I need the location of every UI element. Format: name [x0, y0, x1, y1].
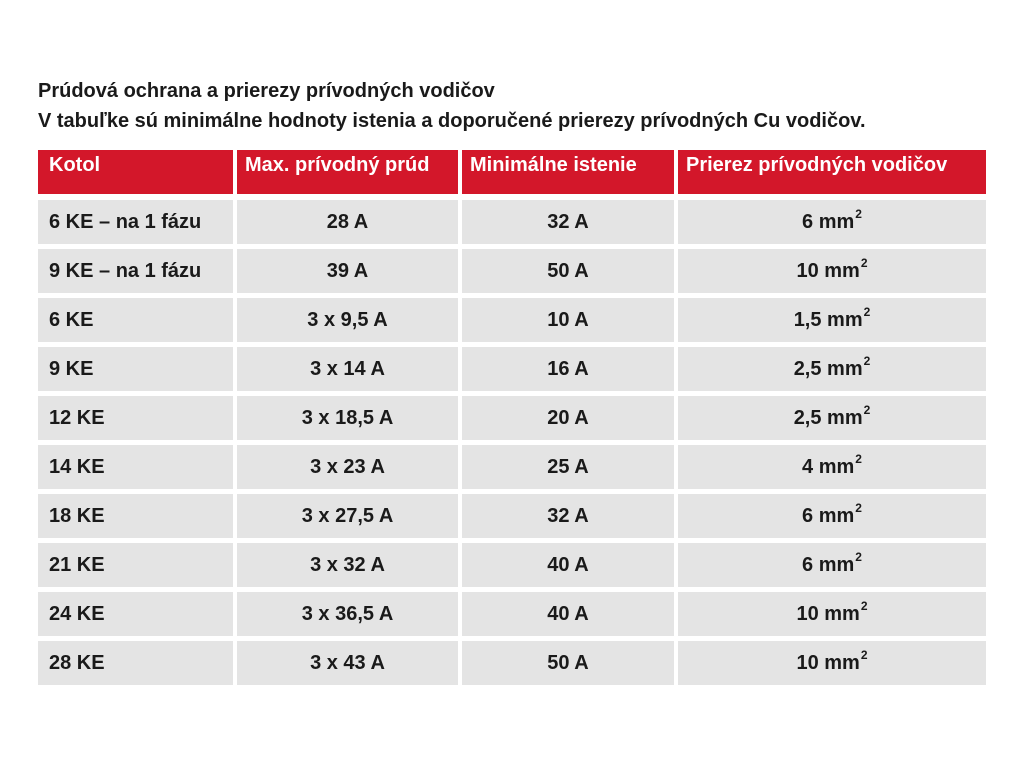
- cell-istenie: 20 A: [462, 396, 674, 440]
- prierez-value: 2,5 mm: [793, 357, 863, 380]
- cell-istenie: 32 A: [462, 200, 674, 244]
- unit-superscript: 2: [860, 648, 868, 662]
- prierez-value: 10 mm: [796, 259, 860, 282]
- cell-istenie: 32 A: [462, 494, 674, 538]
- prierez-value: 6 mm: [802, 553, 855, 576]
- cell-kotol: 9 KE: [38, 347, 233, 391]
- cell-max-prud: 39 A: [237, 249, 458, 293]
- cell-max-prud: 3 x 27,5 A: [237, 494, 458, 538]
- cell-istenie: 40 A: [462, 543, 674, 587]
- cell-prierez: [678, 298, 986, 342]
- cell-kotol: 12 KE: [38, 396, 233, 440]
- cell-max-prud: 3 x 32 A: [237, 543, 458, 587]
- header-cell-max-prud: Max. prívodný prúd: [237, 150, 458, 194]
- cell-max-prud: 3 x 36,5 A: [237, 592, 458, 636]
- prierez-value: 2,5 mm: [793, 406, 863, 429]
- cell-istenie: 25 A: [462, 445, 674, 489]
- cell-prierez: [678, 200, 986, 244]
- cell-max-prud: 3 x 9,5 A: [237, 298, 458, 342]
- cell-prierez: [678, 445, 986, 489]
- unit-superscript: 2: [855, 501, 862, 515]
- cell-prierez: [678, 641, 986, 685]
- unit-superscript: 2: [863, 403, 871, 417]
- cell-istenie: 40 A: [462, 592, 674, 636]
- unit-superscript: 2: [860, 256, 868, 270]
- cell-max-prud: 3 x 18,5 A: [237, 396, 458, 440]
- unit-superscript: 2: [855, 550, 862, 564]
- current-protection-table: [38, 150, 986, 690]
- cell-prierez: [678, 249, 986, 293]
- prierez-value: 10 mm: [796, 651, 860, 674]
- unit-superscript: 2: [863, 354, 871, 368]
- cell-istenie: 10 A: [462, 298, 674, 342]
- cell-max-prud: 3 x 23 A: [237, 445, 458, 489]
- prierez-value: 6 mm: [802, 504, 855, 527]
- cell-prierez: [678, 494, 986, 538]
- cell-istenie: 50 A: [462, 641, 674, 685]
- cell-prierez: [678, 347, 986, 391]
- cell-istenie: 50 A: [462, 249, 674, 293]
- prierez-value: 10 mm: [796, 602, 860, 625]
- cell-prierez: [678, 396, 986, 440]
- cell-kotol: 28 KE: [38, 641, 233, 685]
- header-cell-prierez: Prierez prívodných vodičov: [678, 150, 986, 194]
- header-cell-istenie: Minimálne istenie: [462, 150, 674, 194]
- header-cell-kotol: Kotol: [38, 150, 233, 194]
- cell-kotol: 14 KE: [38, 445, 233, 489]
- prierez-value: 4 mm: [802, 455, 855, 478]
- cell-prierez: [678, 592, 986, 636]
- cell-max-prud: 28 A: [237, 200, 458, 244]
- page-subtitle: V tabuľke sú minimálne hodnoty istenia a doporučené prierezy prívodných Cu vodičov.: [38, 110, 866, 132]
- unit-superscript: 2: [855, 207, 862, 221]
- prierez-value: 6 mm: [802, 210, 855, 233]
- cell-kotol: 21 KE: [38, 543, 233, 587]
- cell-kotol: 9 KE – na 1 fázu: [38, 249, 233, 293]
- cell-max-prud: 3 x 14 A: [237, 347, 458, 391]
- cell-istenie: 16 A: [462, 347, 674, 391]
- unit-superscript: 2: [863, 305, 871, 319]
- unit-superscript: 2: [855, 452, 862, 466]
- cell-kotol: 6 KE – na 1 fázu: [38, 200, 233, 244]
- unit-superscript: 2: [860, 599, 868, 613]
- cell-max-prud: 3 x 43 A: [237, 641, 458, 685]
- prierez-value: 1,5 mm: [793, 308, 863, 331]
- cell-prierez: [678, 543, 986, 587]
- cell-kotol: 6 KE: [38, 298, 233, 342]
- page-title: Prúdová ochrana a prierezy prívodných vodičov: [38, 80, 495, 102]
- cell-kotol: 24 KE: [38, 592, 233, 636]
- cell-kotol: 18 KE: [38, 494, 233, 538]
